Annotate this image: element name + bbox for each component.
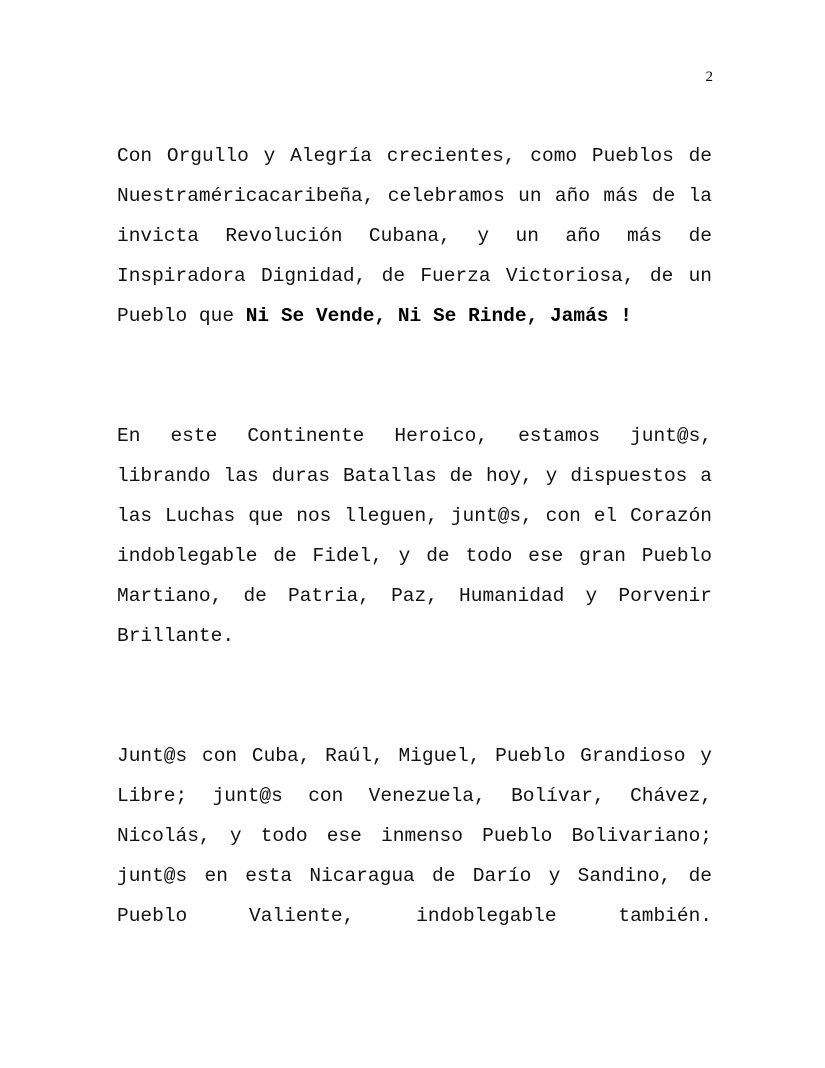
page-number: 2 xyxy=(705,69,713,85)
paragraph-3: Junt@s con Cuba, Raúl, Miguel, Pueblo Grandioso y Libre; junt@s con Venezuela, Bolívar, Chávez, Nicolás, y todo ese inmenso Pueblo Bolivariano; junt@s en esta Nicaragua de Darío y Sandino, de Pueblo Valiente, indoblegable también. xyxy=(117,745,712,927)
paragraph-2: En este Continente Heroico, estamos junt@s, librando las duras Batallas de hoy, y dispuestos a las Luchas que nos lleguen, junt@s, con el Corazón indoblegable de Fidel, y de todo ese gran Pueblo Martiano, de Patria, Paz, Humanidad y Porvenir Brillante. xyxy=(117,425,712,647)
paragraph-1-text: Con Orgullo y Alegría crecientes, como Pueblos de Nuestraméricacaribeña, celebramos un año más de la invicta Revolución Cubana, y un año más de Inspiradora Dignidad, de Fuerza Victoriosa, de un Pueblo que xyxy=(117,145,712,327)
paragraph-1 xyxy=(117,136,712,336)
paragraph-1-bold-text: Ni Se Vende, Ni Se Rinde, Jamás ! xyxy=(245,305,632,327)
